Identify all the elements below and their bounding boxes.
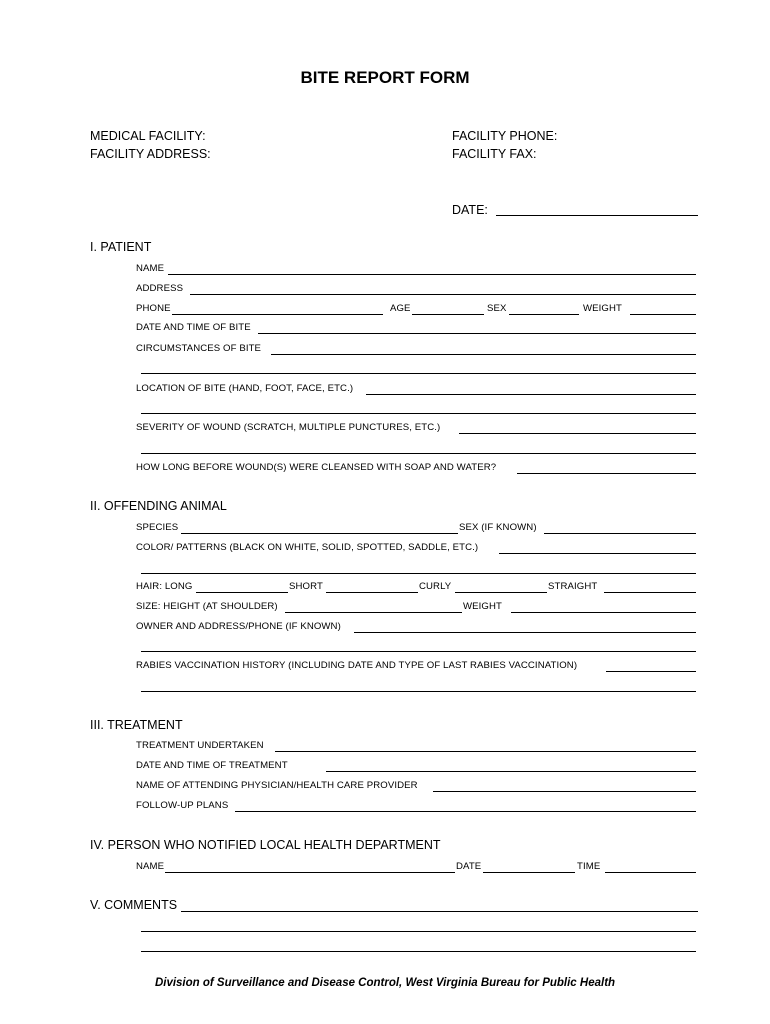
- comments-field-3[interactable]: [141, 951, 696, 952]
- patient-heading: I. PATIENT: [90, 240, 152, 254]
- rabies-label: RABIES VACCINATION HISTORY (INCLUDING DATE AND TYPE OF LAST RABIES VACCINATION): [136, 660, 578, 671]
- patient-sex-field[interactable]: [509, 314, 579, 315]
- notifier-name-label: NAME: [136, 861, 165, 872]
- animal-heading: II. OFFENDING ANIMAL: [90, 499, 227, 513]
- page-title: BITE REPORT FORM: [300, 68, 470, 87]
- bite-date-time-label: DATE AND TIME OF BITE: [136, 322, 251, 333]
- treatment-date-label: DATE AND TIME OF TREATMENT: [136, 760, 288, 771]
- bite-location-field-2[interactable]: [141, 413, 696, 414]
- circumstances-field[interactable]: [271, 354, 696, 355]
- circumstances-label: CIRCUMSTANCES OF BITE: [136, 343, 262, 354]
- notifier-heading: IV. PERSON WHO NOTIFIED LOCAL HEALTH DEPARTMENT: [90, 838, 441, 852]
- medical-facility-label: MEDICAL FACILITY:: [90, 129, 206, 143]
- physician-field[interactable]: [433, 791, 696, 792]
- hair-curly-label: CURLY: [419, 581, 452, 592]
- treatment-date-field[interactable]: [326, 771, 696, 772]
- wound-severity-field-2[interactable]: [141, 453, 696, 454]
- hair-short-label: SHORT: [289, 581, 323, 592]
- notifier-time-field[interactable]: [605, 872, 696, 873]
- size-height-label: SIZE: HEIGHT (AT SHOULDER): [136, 601, 278, 612]
- animal-weight-field[interactable]: [511, 612, 696, 613]
- hair-short-field[interactable]: [326, 592, 418, 593]
- species-label: SPECIES: [136, 522, 179, 533]
- bite-date-time-field[interactable]: [258, 333, 696, 334]
- animal-weight-label: WEIGHT: [463, 601, 502, 612]
- animal-sex-field[interactable]: [544, 533, 696, 534]
- treatment-undertaken-label: TREATMENT UNDERTAKEN: [136, 740, 264, 751]
- comments-field-2[interactable]: [141, 931, 696, 932]
- notifier-date-label: DATE: [456, 861, 482, 872]
- comments-field[interactable]: [181, 911, 698, 912]
- size-height-field[interactable]: [285, 612, 462, 613]
- wound-severity-field[interactable]: [459, 433, 696, 434]
- treatment-heading: III. TREATMENT: [90, 718, 183, 732]
- footer-text: Division of Surveillance and Disease Control, West Virginia Bureau for Public Health: [154, 977, 616, 989]
- cleansed-label: HOW LONG BEFORE WOUND(S) WERE CLEANSED WITH SOAP AND WATER?: [136, 462, 497, 473]
- color-patterns-field-2[interactable]: [141, 573, 696, 574]
- date-label: DATE:: [452, 203, 488, 217]
- owner-field-2[interactable]: [141, 651, 696, 652]
- rabies-field[interactable]: [606, 671, 696, 672]
- hair-long-field[interactable]: [196, 592, 288, 593]
- color-patterns-field[interactable]: [499, 553, 696, 554]
- owner-label: OWNER AND ADDRESS/PHONE (IF KNOWN): [136, 621, 341, 632]
- notifier-name-field[interactable]: [165, 872, 455, 873]
- patient-phone-label: PHONE: [136, 303, 171, 314]
- owner-field[interactable]: [354, 632, 696, 633]
- rabies-field-2[interactable]: [141, 691, 696, 692]
- species-field[interactable]: [181, 533, 458, 534]
- physician-label: NAME OF ATTENDING PHYSICIAN/HEALTH CARE PROVIDER: [136, 780, 418, 791]
- follow-up-field[interactable]: [235, 811, 696, 812]
- circumstances-field-2[interactable]: [141, 373, 696, 374]
- wound-severity-label: SEVERITY OF WOUND (SCRATCH, MULTIPLE PUNCTURES, ETC.): [136, 422, 441, 433]
- cleansed-field[interactable]: [517, 473, 696, 474]
- hair-curly-field[interactable]: [455, 592, 547, 593]
- patient-address-label: ADDRESS: [136, 283, 184, 294]
- hair-straight-field[interactable]: [604, 592, 696, 593]
- notifier-date-field[interactable]: [483, 872, 575, 873]
- patient-name-field[interactable]: [168, 274, 696, 275]
- facility-phone-label: FACILITY PHONE:: [452, 129, 558, 143]
- patient-age-label: AGE: [390, 303, 411, 314]
- comments-heading: V. COMMENTS: [90, 898, 178, 912]
- patient-age-field[interactable]: [412, 314, 484, 315]
- animal-sex-label: SEX (IF KNOWN): [459, 522, 537, 533]
- bite-location-field[interactable]: [366, 394, 696, 395]
- facility-fax-label: FACILITY FAX:: [452, 147, 537, 161]
- notifier-time-label: TIME: [577, 861, 601, 872]
- patient-address-field[interactable]: [190, 294, 696, 295]
- patient-name-label: NAME: [136, 263, 165, 274]
- patient-weight-label: WEIGHT: [583, 303, 622, 314]
- follow-up-label: FOLLOW-UP PLANS: [136, 800, 229, 811]
- hair-long-label: HAIR: LONG: [136, 581, 193, 592]
- facility-address-label: FACILITY ADDRESS:: [90, 147, 211, 161]
- date-field[interactable]: [496, 215, 698, 216]
- color-patterns-label: COLOR/ PATTERNS (BLACK ON WHITE, SOLID, SPOTTED, SADDLE, ETC.): [136, 542, 479, 553]
- treatment-undertaken-field[interactable]: [275, 751, 696, 752]
- hair-straight-label: STRAIGHT: [548, 581, 598, 592]
- patient-phone-field[interactable]: [172, 314, 383, 315]
- patient-sex-label: SEX: [487, 303, 507, 314]
- patient-weight-field[interactable]: [630, 314, 696, 315]
- bite-location-label: LOCATION OF BITE (HAND, FOOT, FACE, ETC.): [136, 383, 354, 394]
